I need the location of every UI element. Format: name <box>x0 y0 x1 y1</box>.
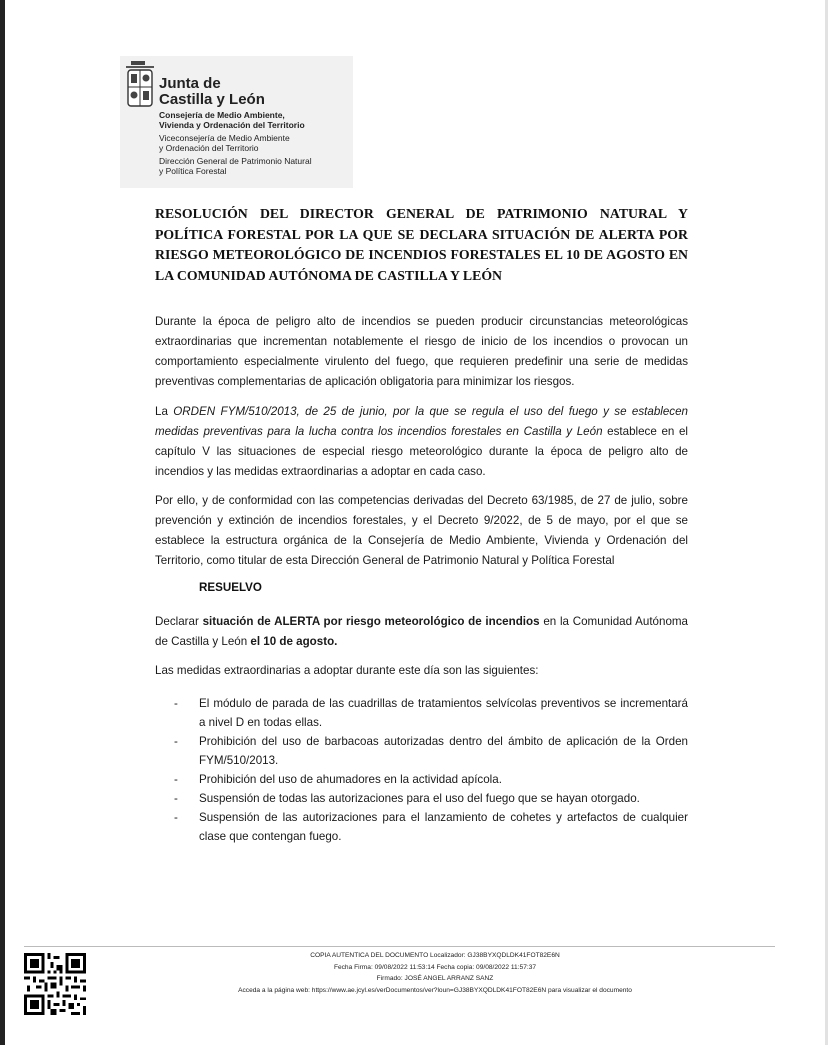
resolution-title: RESOLUCIÓN DEL DIRECTOR GENERAL DE PATRIMONIO NATURAL Y POLÍTICA FORESTAL POR LA QUE SE DECLARA SITUACIÓN DE ALERTA POR RIESGO METEOROLÓGICO DE INCENDIOS FORESTALES EL 10 DE AGOSTO EN LA COMUNIDAD AUTÓNOMA DE CASTILLA Y LEÓN <box>155 206 688 283</box>
paragraph-orden: La ORDEN FYM/510/2013, de 25 de junio, por la que se regula el uso del fuego y se establecen medidas preventivas para la lucha contra los incendios forestales en Castilla y León establece en el capítulo V las situaciones de especial riesgo meteorológico durante la época de peligro alto de incendios y las medidas extraordinarias a adoptar en cada caso. <box>155 405 689 478</box>
resuelvo-heading: RESUELVO <box>199 581 262 594</box>
authentication-footer <box>180 950 690 996</box>
org-name: Junta de Castilla y León <box>159 75 265 108</box>
paragraph-competencias: Por ello, y de conformidad con las competencias derivadas del Decreto 63/1985, de 27 de julio, sobre prevención y extinción de incendios forestales, y el Decreto 9/2022, de 5 de mayo, por el que se establece la estructura orgánica de la Consejería de Medio Ambiente, Vivienda y Ordenación del Territorio, como titular de esta Dirección General de Patrimonio Natural y Política Forestal <box>155 494 688 567</box>
footer-copy-line: COPIA AUTENTICA DEL DOCUMENTO Localizador: GJ38BYXQDLDK41FOT82E6N <box>310 952 560 959</box>
list-item: - Prohibición del uso de barbacoas autorizadas dentro del ámbito de aplicación de la Orden FYM/510/2013. <box>174 735 688 767</box>
letterhead <box>120 56 353 188</box>
footer-divider <box>24 946 775 947</box>
list-item: - El módulo de parada de las cuadrillas de tratamientos selvícolas preventivos se incrementará a nivel D en todas ellas. <box>174 697 688 729</box>
page-left-edge <box>0 0 5 1045</box>
list-item: - Suspensión de todas las autorizaciones para el uso del fuego que se hayan otorgado. <box>174 792 640 805</box>
footer-signature-line: Firmado: JOSÉ ANGEL ARRANZ SANZ <box>376 975 494 982</box>
list-item: - Prohibición del uso de ahumadores en la actividad apícola. <box>174 773 502 786</box>
coat-of-arms-logo <box>125 61 155 109</box>
measures-list <box>171 694 688 846</box>
paragraph-declaration: Declarar situación de ALERTA por riesgo meteorológico de incendios en la Comunidad Autónoma de Castilla y León el 10 de agosto. <box>155 615 688 648</box>
qr-code-icon <box>24 953 86 1015</box>
department-viceconsejeria: Viceconsejería de Medio Ambiente y Ordenación del Territorio <box>159 133 290 153</box>
paragraph-intro: Durante la época de peligro alto de incendios se pueden producir circunstancias meteorológicas extraordinarias que incrementan notablemente el riesgo de inicio de los incendios o provocan un comportamiento especialmente virulento del fuego, que requieren predefinir una serie de medidas preventivas complementarias de aplicación obligatoria para minimizar los riesgos. <box>155 315 688 388</box>
paragraph-measures-intro: Las medidas extraordinarias a adoptar durante este día son las siguientes: <box>155 664 539 677</box>
footer-verification-link[interactable]: Acceda a la página web: https://www.ae.jcyl.es/verDocumentos/ver?loun=GJ38BYXQDLDK41FOT82E6N para visualizar el documento <box>238 986 632 994</box>
department-direccion-general: Dirección General de Patrimonio Natural y Política Forestal <box>159 156 312 176</box>
footer-dates-line: Fecha Firma: 09/08/2022 11:53:14 Fecha copia: 09/08/2022 11:57:37 <box>333 963 537 971</box>
list-item: - Suspensión de las autorizaciones para el lanzamiento de cohetes y artefactos de cualquier clase que contengan fuego. <box>174 811 688 843</box>
department-consejeria: Consejería de Medio Ambiente, Vivienda y Ordenación del Territorio <box>159 110 305 130</box>
